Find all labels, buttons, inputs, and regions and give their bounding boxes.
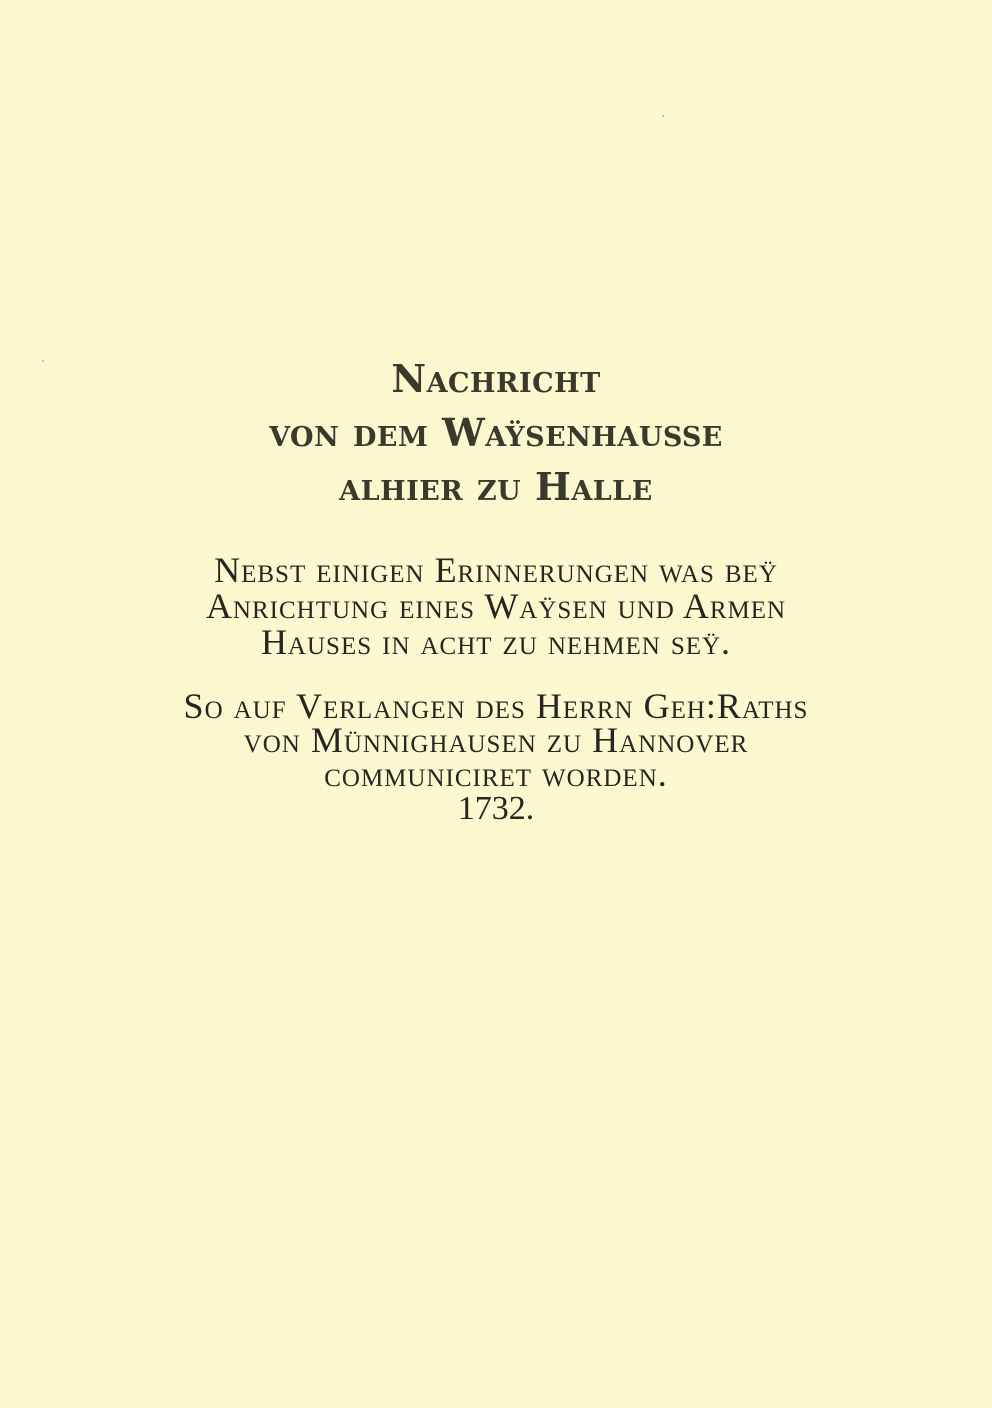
request-line-2: von Münnighausen zu Hannover	[243, 720, 749, 760]
paper-speck	[662, 115, 664, 117]
title-line-2: von dem Waÿsenhauße	[269, 410, 723, 455]
subtitle-block	[0, 552, 992, 660]
year: 1732.	[457, 790, 535, 827]
subtitle-line-1: Nebst einigen Erinnerungen was beÿ	[214, 550, 778, 590]
title-line-3: alhier zu Halle	[339, 464, 653, 509]
subtitle-line-2: Anrichtung eines Waÿsen und Armen	[205, 586, 787, 626]
request-line-1: So auf Verlangen des Herrn Geh:Raths	[183, 686, 809, 726]
subtitle-line-3: Hauses in acht zu nehmen seÿ.	[260, 622, 732, 662]
title-block	[0, 352, 992, 514]
title-line-1: Nachricht	[391, 356, 601, 401]
request-block	[0, 686, 992, 827]
request-line-3: communiciret worden.	[324, 754, 668, 794]
